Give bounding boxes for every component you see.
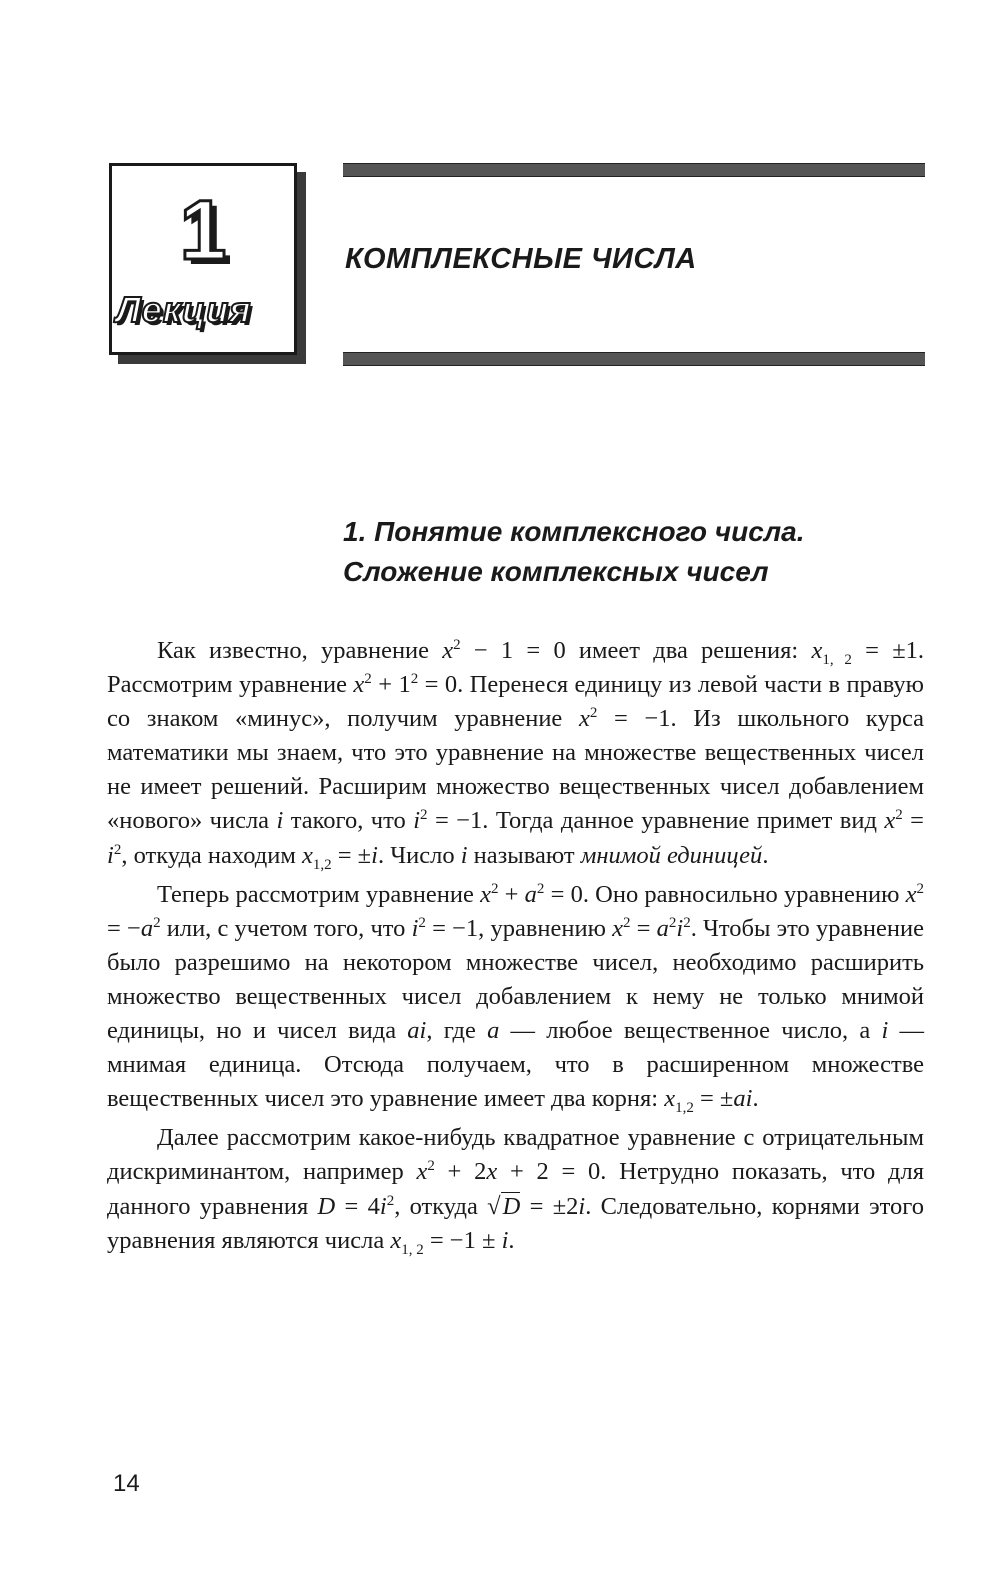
superscript: 2 [536, 880, 545, 897]
superscript: 2 [490, 880, 499, 897]
paragraph [107, 634, 924, 873]
subscript: 1,2 [675, 1100, 694, 1117]
superscript: 2 [364, 670, 372, 687]
text-run: такого, что [283, 807, 414, 835]
text-run: = [902, 807, 924, 835]
superscript: 2 [683, 914, 691, 931]
math-symbol: x [486, 1158, 498, 1186]
superscript: 2 [589, 705, 598, 722]
lecture-word: Лекция [116, 289, 252, 330]
text-run: = ± [331, 841, 372, 869]
text-run: . Число [377, 841, 461, 869]
text-run: — любое вещественное число, а [499, 1017, 882, 1045]
math-symbol: D [502, 1192, 521, 1220]
superscript: 2 [420, 807, 428, 824]
text-run: . Следовательно, корнями этого уравнения являются числа [107, 1192, 925, 1254]
text-run: , где [426, 1017, 488, 1045]
math-symbol: x [416, 1158, 428, 1186]
text-run: называют [467, 841, 581, 869]
math-symbol: i [460, 841, 468, 869]
superscript: 2 [113, 841, 122, 858]
text-run: . [762, 841, 769, 869]
text-run: Далее рассмотрим какое-нибудь квадратное уравнение с отрицательным дискриминантом, например [107, 1124, 924, 1186]
math-symbol: x [442, 637, 454, 664]
superscript: 2 [622, 914, 631, 931]
section-title-line-1: 1. Понятие комплексного числа. [343, 516, 805, 547]
text-run: = [630, 914, 657, 942]
subscript: 1,2 [312, 856, 332, 873]
header-rule-top [343, 163, 925, 177]
lecture-number: 1 [179, 183, 227, 277]
chapter-title: КОМПЛЕКСНЫЕ ЧИСЛА [345, 243, 697, 275]
math-symbol: i [107, 841, 114, 869]
page-number: 14 [113, 1470, 140, 1497]
math-symbol: i [371, 841, 378, 869]
text-run: или, с учетом того, что [160, 914, 412, 942]
math-symbol: ai [733, 1085, 753, 1113]
subscript: 1, 2 [401, 1241, 424, 1258]
text-run: = 0. Перенеся единицу из левой части в правую со знаком «минус», получим уравнение [107, 671, 924, 733]
text-run: = 0. Оно равносильно уравнению [544, 880, 906, 908]
math-symbol: x [612, 914, 623, 942]
superscript: 2 [668, 914, 677, 931]
math-symbol: i [276, 807, 284, 835]
math-symbol: x [578, 705, 590, 733]
text-run: , откуда [394, 1192, 488, 1220]
math-symbol: i [501, 1226, 509, 1254]
text-run: − 1 = 0 имеет два решения: [460, 637, 812, 664]
text-run: Как известно, уравнение [157, 637, 443, 664]
text-run: — мнимая единица. Отсюда получаем, что в расширенном множестве вещественных чисел это уравнение имеет два корня: [107, 1017, 924, 1113]
math-symbol: мнимой единицей [580, 841, 763, 869]
math-symbol: x [301, 841, 313, 869]
text-run: Теперь рассмотрим уравнение [157, 880, 481, 908]
text-run: = ± [693, 1085, 734, 1113]
text-run: = − [107, 914, 141, 942]
math-symbol: x [480, 880, 491, 908]
math-symbol: x [811, 637, 823, 664]
text-run: √ [487, 1192, 501, 1220]
superscript: 2 [410, 670, 419, 687]
superscript: 2 [153, 914, 161, 931]
math-symbol: x [884, 807, 896, 835]
math-symbol: i [676, 914, 684, 942]
math-symbol: x [664, 1085, 676, 1113]
superscript: 2 [916, 880, 924, 897]
math-symbol: i [413, 807, 421, 835]
paragraph [107, 878, 924, 1117]
text-run: + [498, 880, 525, 908]
math-symbol: x [390, 1226, 402, 1254]
math-symbol: a [487, 1017, 500, 1045]
text-run: . [752, 1085, 759, 1113]
superscript: 2 [386, 1192, 395, 1209]
header-rule-bottom [343, 352, 925, 366]
text-run: . [508, 1226, 515, 1254]
math-symbol: i [411, 914, 419, 942]
text-run: = ±1. Рассмотрим уравнение [107, 637, 925, 699]
text-run: = −1 ± [423, 1226, 502, 1254]
text-run: + 1 [371, 671, 411, 699]
math-symbol: a [140, 914, 154, 942]
text-run: . Чтобы это уравнение было разрешимо на некотором множестве чисел, необходимо расширить множество вещественных чисел добавлением к нему не только мнимой единицы, но и чисел вида [107, 914, 924, 1045]
text-run: , откуда находим [121, 841, 302, 869]
text-run: = −1. Из школьного курса математики мы знаем, что это уравнение на множестве вещественных чисел не имеет решений. Расширим множество вещественных чисел добавлением «нового» числа [107, 705, 925, 835]
math-symbol: ai [407, 1017, 427, 1045]
lecture-badge [109, 163, 297, 355]
text-run: = ±2 [520, 1192, 579, 1220]
superscript: 2 [418, 914, 426, 931]
subscript: 1, 2 [822, 651, 852, 668]
superscript: 2 [453, 636, 461, 653]
text-run: = −1. Тогда данное уравнение примет вид [427, 807, 885, 835]
body-text [107, 634, 924, 1258]
math-symbol: a [656, 914, 669, 942]
math-symbol: x [353, 671, 365, 699]
paragraph [107, 1121, 924, 1257]
math-symbol: i [578, 1192, 586, 1220]
math-symbol: a [524, 880, 537, 908]
section-title-line-2: Сложение комплексных чисел [343, 556, 769, 587]
text-run: + 2 [434, 1158, 487, 1186]
superscript: 2 [427, 1158, 435, 1175]
superscript: 2 [895, 807, 903, 824]
math-symbol: x [905, 880, 917, 908]
section-title [343, 512, 943, 592]
text-run: + 2 = 0. Нетрудно показать, что для данного уравнения [107, 1158, 924, 1220]
math-symbol: i [379, 1192, 387, 1220]
text-run: = 4 [335, 1192, 380, 1220]
math-symbol: D [317, 1192, 336, 1220]
text-run: = −1, уравнению [425, 914, 613, 942]
math-symbol: i [881, 1017, 889, 1045]
